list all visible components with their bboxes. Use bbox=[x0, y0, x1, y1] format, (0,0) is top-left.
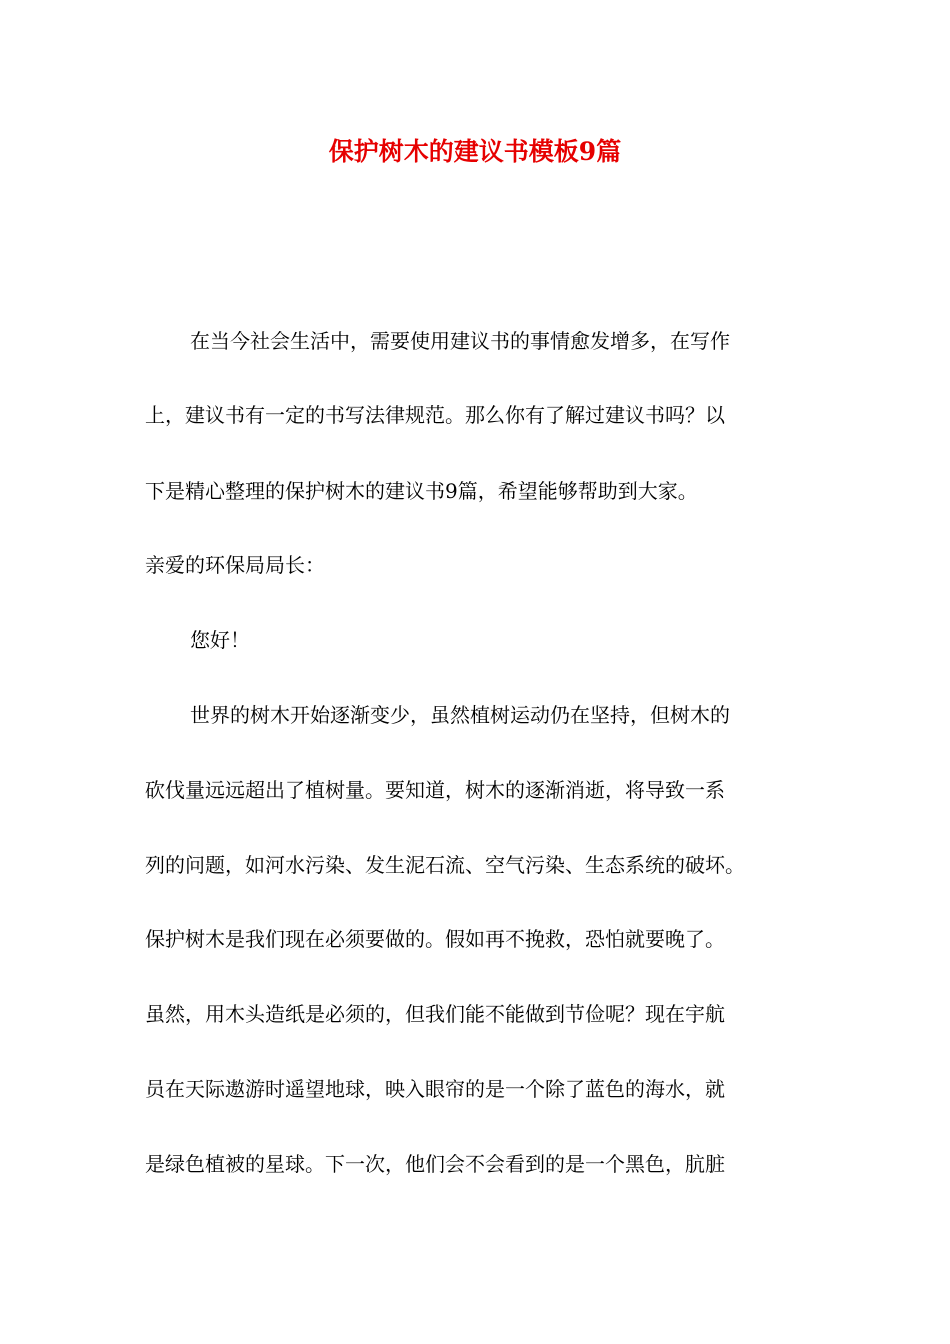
salutation: 亲爱的环保局局长： bbox=[145, 553, 325, 577]
greeting: 您好！ bbox=[190, 628, 250, 652]
document-title: 保护树木的建议书模板9篇 bbox=[328, 137, 622, 166]
body-line: 列的问题，如河水污染、发生泥石流、空气污染、生态系统的破坏。 bbox=[145, 853, 745, 877]
body-line: 在当今社会生活中，需要使用建议书的事情愈发增多，在写作 bbox=[190, 329, 730, 353]
body-line: 员在天际遨游时遥望地球，映入眼帘的是一个除了蓝色的海水，就 bbox=[145, 1077, 725, 1101]
body-line: 保护树木是我们现在必须要做的。假如再不挽救，恐怕就要晚了。 bbox=[145, 927, 725, 951]
body-line: 上，建议书有一定的书写法律规范。那么你有了解过建议书吗？以 bbox=[145, 403, 725, 427]
body-line: 砍伐量远远超出了植树量。要知道，树木的逐渐消逝，将导致一系 bbox=[145, 778, 725, 802]
body-line: 虽然，用木头造纸是必须的，但我们能不能做到节俭呢？现在宇航 bbox=[145, 1002, 725, 1026]
body-line: 世界的树木开始逐渐变少，虽然植树运动仍在坚持，但树木的 bbox=[190, 703, 730, 727]
body-line: 是绿色植被的星球。下一次，他们会不会看到的是一个黑色，肮脏 bbox=[145, 1152, 725, 1176]
body-line: 下是精心整理的保护树木的建议书9篇，希望能够帮助到大家。 bbox=[145, 479, 698, 503]
